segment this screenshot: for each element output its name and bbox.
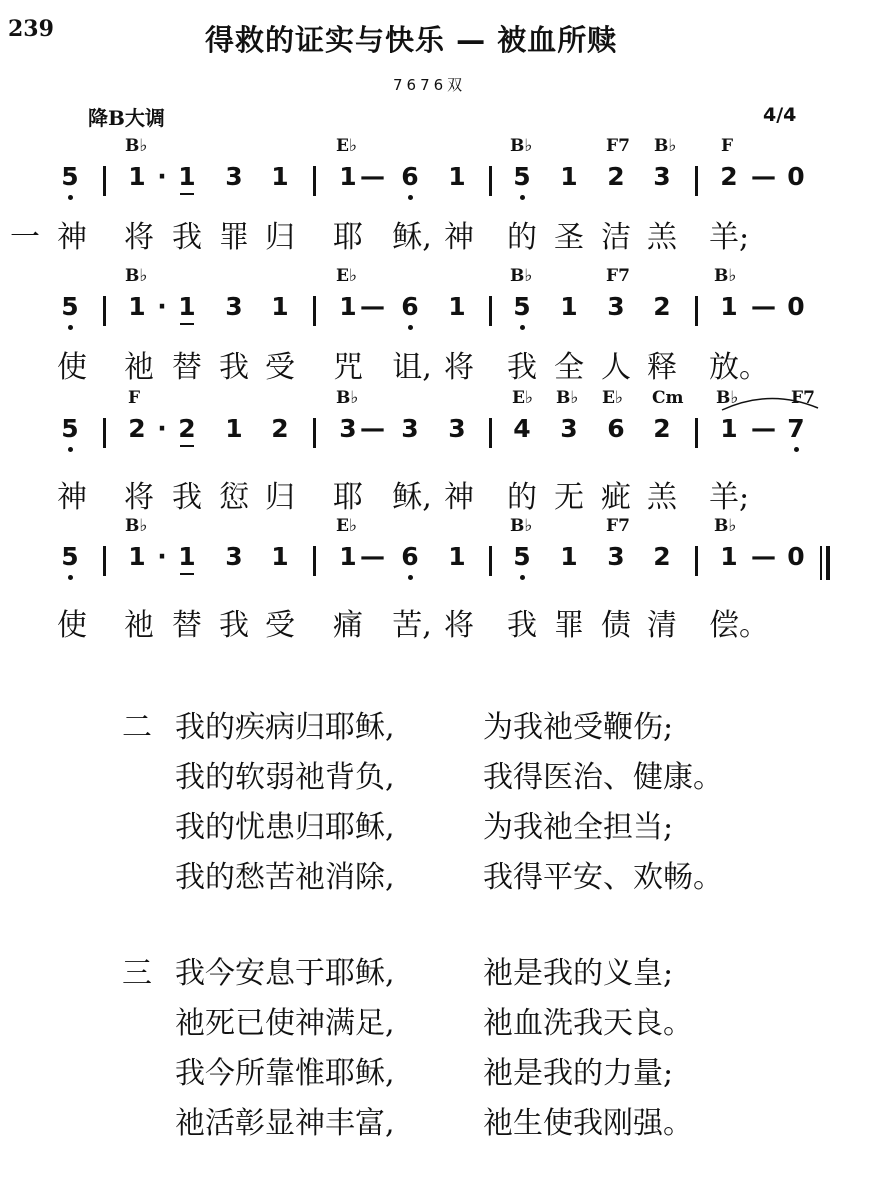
lyric-char: 我 (507, 350, 537, 385)
note: 2 (653, 542, 671, 571)
note: 7 (787, 414, 805, 443)
hymn-title: 得救的证实与快乐 — 被血所赎 (205, 23, 618, 57)
octave-dot (794, 447, 799, 452)
note: 0 (787, 162, 805, 191)
lyric-char: 归 (265, 480, 295, 515)
note: · (157, 162, 167, 191)
lyric-char: 罪 (219, 220, 249, 255)
lyric-char: 偿。 (709, 608, 769, 643)
barline (103, 296, 106, 326)
chord-symbol: B♭ (654, 136, 677, 156)
chord-symbol: Cm (652, 388, 684, 408)
time-signature: 4/4 (763, 104, 797, 126)
lyric-char: 神 (444, 480, 474, 515)
octave-dot (408, 195, 413, 200)
barline (489, 546, 492, 576)
note: 6 (401, 542, 419, 571)
rhythm-underline (180, 573, 194, 575)
verse-line-second-half: 祂是我的义皇; (483, 956, 674, 991)
barline (489, 418, 492, 448)
lyric-char: 苦, (392, 608, 432, 643)
chord-symbol: E♭ (336, 516, 357, 536)
chord-symbol: F7 (606, 136, 630, 156)
note: 1 (339, 292, 357, 321)
lyric-char: 我 (219, 608, 249, 643)
lyric-char: 将 (124, 480, 154, 515)
note: 1 (448, 162, 466, 191)
lyric-char: 使 (57, 350, 87, 385)
chord-symbol: B♭ (556, 388, 579, 408)
lyric-char: 我 (219, 350, 249, 385)
note: · (157, 414, 167, 443)
note: 3 (653, 162, 671, 191)
octave-dot (68, 325, 73, 330)
verse-number: 二 (122, 710, 152, 745)
rhythm-underline (180, 193, 194, 195)
lyric-char: 洁 (601, 220, 631, 255)
note: 1 (225, 414, 243, 443)
verse-line-second-half: 祂生使我刚强。 (483, 1106, 693, 1141)
lyric-char: 放。 (709, 350, 769, 385)
note: 1 (271, 162, 289, 191)
note: 2 (178, 414, 196, 443)
lyric-char: 稣, (392, 480, 432, 515)
note: 2 (607, 162, 625, 191)
lyric-char: 祂 (124, 350, 154, 385)
barline (103, 418, 106, 448)
chord-symbol: B♭ (336, 388, 359, 408)
rhythm-underline (180, 445, 194, 447)
lyric-char: 诅, (392, 350, 432, 385)
note: — (751, 292, 776, 321)
note: 1 (128, 162, 146, 191)
note: 5 (61, 162, 79, 191)
chord-symbol: F (128, 388, 141, 408)
note: 3 (339, 414, 357, 443)
note: 1 (271, 292, 289, 321)
verse-line-second-half: 祂是我的力量; (483, 1056, 674, 1091)
barline (313, 166, 316, 196)
lyric-char: 归 (265, 220, 295, 255)
note: — (751, 414, 776, 443)
barline (695, 296, 698, 326)
note: · (157, 542, 167, 571)
chord-symbol: B♭ (125, 136, 148, 156)
note: 1 (178, 162, 196, 191)
verse-line-first-half: 祂死已使神满足, (175, 1006, 395, 1041)
verse-line-second-half: 我得医治、健康。 (483, 760, 723, 795)
verse-line-first-half: 我的疾病归耶稣, (175, 710, 395, 745)
chord-symbol: E♭ (602, 388, 623, 408)
lyric-char: 我 (172, 220, 202, 255)
verse-line-first-half: 我今所靠惟耶稣, (175, 1056, 395, 1091)
verse-line-first-half: 我的忧患归耶稣, (175, 810, 395, 845)
note: 1 (271, 542, 289, 571)
octave-dot (68, 447, 73, 452)
lyric-char: 替 (172, 608, 202, 643)
barline (313, 546, 316, 576)
lyric-char: 羔 (647, 220, 677, 255)
lyric-char: 疵 (601, 480, 631, 515)
note: — (751, 162, 776, 191)
lyric-char: 羊; (709, 220, 750, 255)
barline (695, 166, 698, 196)
lyric-char: 耶 (333, 480, 363, 515)
lyric-char: 的 (507, 480, 537, 515)
note: — (360, 542, 385, 571)
lyric-char: 受 (265, 608, 295, 643)
lyric-char: 释 (647, 350, 677, 385)
verse-line-first-half: 我的愁苦祂消除, (175, 860, 395, 895)
lyric-char: 人 (601, 350, 631, 385)
note: 5 (61, 414, 79, 443)
verse-line-second-half: 祂血洗我天良。 (483, 1006, 693, 1041)
note: 2 (128, 414, 146, 443)
note: 3 (607, 292, 625, 321)
lyric-char: 将 (444, 608, 474, 643)
barline (489, 166, 492, 196)
note: — (360, 162, 385, 191)
lyric-char: 罪 (554, 608, 584, 643)
note: 1 (339, 542, 357, 571)
note: 1 (339, 162, 357, 191)
octave-dot (520, 325, 525, 330)
chord-symbol: F (721, 136, 734, 156)
lyric-char: 使 (57, 608, 87, 643)
lyric-char: 全 (554, 350, 584, 385)
chord-symbol: B♭ (125, 266, 148, 286)
barline (695, 418, 698, 448)
note: 0 (787, 292, 805, 321)
verse-line-first-half: 我的软弱祂背负, (175, 760, 395, 795)
lyric-char: 愆 (219, 480, 249, 515)
note: 1 (178, 542, 196, 571)
lyric-char: 我 (172, 480, 202, 515)
octave-dot (520, 575, 525, 580)
lyric-char: 咒 (333, 350, 363, 385)
lyric-char: 神 (57, 480, 87, 515)
note: 1 (448, 542, 466, 571)
octave-dot (408, 575, 413, 580)
meter: 7676双 (393, 76, 467, 94)
note: 3 (448, 414, 466, 443)
note: · (157, 292, 167, 321)
lyric-char: 的 (507, 220, 537, 255)
barline (103, 546, 106, 576)
lyric-char: 无 (554, 480, 584, 515)
note: 3 (225, 542, 243, 571)
note: — (360, 414, 385, 443)
note: 1 (720, 542, 738, 571)
note: 3 (401, 414, 419, 443)
octave-dot (408, 325, 413, 330)
tie-arc (718, 394, 828, 414)
lyric-char: 一 (10, 220, 40, 255)
note: 3 (560, 414, 578, 443)
chord-symbol: F7 (791, 388, 815, 408)
lyric-char: 羊; (709, 480, 750, 515)
chord-symbol: E♭ (512, 388, 533, 408)
lyric-char: 痛 (333, 608, 363, 643)
lyric-char: 我 (507, 608, 537, 643)
barline (313, 296, 316, 326)
note: — (360, 292, 385, 321)
note: 1 (128, 292, 146, 321)
note: 1 (128, 542, 146, 571)
chord-symbol: E♭ (336, 136, 357, 156)
lyric-char: 受 (265, 350, 295, 385)
note: — (751, 542, 776, 571)
chord-symbol: E♭ (336, 266, 357, 286)
note: 1 (448, 292, 466, 321)
note: 1 (720, 414, 738, 443)
chord-symbol: B♭ (716, 388, 739, 408)
note: 0 (787, 542, 805, 571)
chord-symbol: B♭ (510, 516, 533, 536)
lyric-char: 神 (57, 220, 87, 255)
chord-symbol: F7 (606, 516, 630, 536)
note: 2 (653, 292, 671, 321)
lyric-char: 债 (601, 608, 631, 643)
note: 1 (560, 542, 578, 571)
note: 1 (178, 292, 196, 321)
note: 3 (225, 162, 243, 191)
note: 1 (560, 162, 578, 191)
chord-symbol: B♭ (714, 266, 737, 286)
octave-dot (68, 195, 73, 200)
note: 3 (225, 292, 243, 321)
octave-dot (520, 195, 525, 200)
note: 5 (61, 542, 79, 571)
final-barline (820, 546, 822, 580)
lyric-char: 耶 (333, 220, 363, 255)
note: 2 (653, 414, 671, 443)
barline (313, 418, 316, 448)
lyric-char: 替 (172, 350, 202, 385)
lyric-char: 羔 (647, 480, 677, 515)
verse-line-second-half: 为我祂受鞭伤; (483, 710, 674, 745)
barline (695, 546, 698, 576)
verse-line-second-half: 为我祂全担当; (483, 810, 674, 845)
lyric-char: 清 (647, 608, 677, 643)
chord-symbol: F7 (606, 266, 630, 286)
lyric-char: 神 (444, 220, 474, 255)
note: 6 (607, 414, 625, 443)
note: 2 (271, 414, 289, 443)
chord-symbol: B♭ (125, 516, 148, 536)
lyric-char: 圣 (554, 220, 584, 255)
octave-dot (68, 575, 73, 580)
verse-number: 三 (122, 956, 152, 991)
rhythm-underline (180, 323, 194, 325)
barline (489, 296, 492, 326)
note: 2 (720, 162, 738, 191)
lyric-char: 将 (124, 220, 154, 255)
note: 5 (513, 542, 531, 571)
lyric-char: 稣, (392, 220, 432, 255)
note: 4 (513, 414, 531, 443)
verse-line-first-half: 祂活彰显神丰富, (175, 1106, 395, 1141)
chord-symbol: B♭ (510, 266, 533, 286)
verse-line-first-half: 我今安息于耶稣, (175, 956, 395, 991)
note: 1 (560, 292, 578, 321)
chord-symbol: B♭ (510, 136, 533, 156)
note: 5 (61, 292, 79, 321)
note: 5 (513, 162, 531, 191)
verse-line-second-half: 我得平安、欢畅。 (483, 860, 723, 895)
lyric-char: 将 (444, 350, 474, 385)
note: 6 (401, 292, 419, 321)
final-barline (826, 546, 830, 580)
note: 3 (607, 542, 625, 571)
note: 6 (401, 162, 419, 191)
lyric-char: 祂 (124, 608, 154, 643)
barline (103, 166, 106, 196)
key-signature: 降B大调 (88, 106, 165, 130)
note: 5 (513, 292, 531, 321)
hymn-number: 239 (8, 16, 54, 42)
chord-symbol: B♭ (714, 516, 737, 536)
note: 1 (720, 292, 738, 321)
